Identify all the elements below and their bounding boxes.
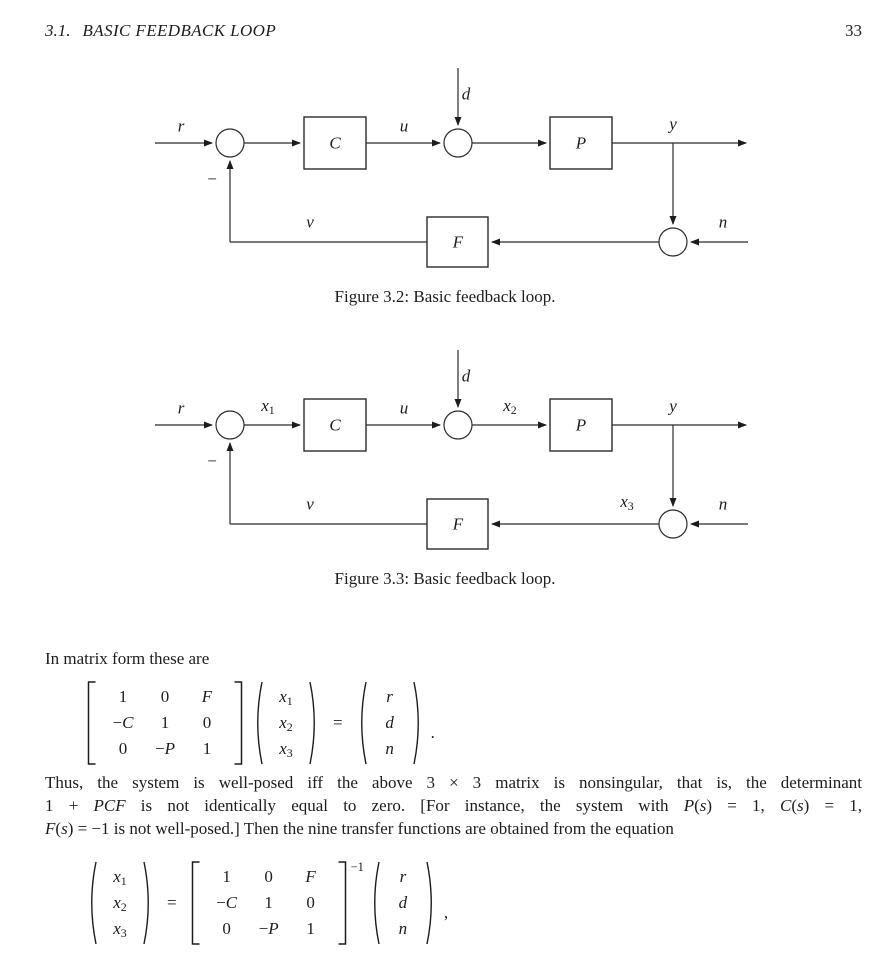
section-title: BASIC FEEDBACK LOOP bbox=[82, 21, 277, 40]
matrix-cell: 1 bbox=[160, 713, 170, 732]
vector-cell: n bbox=[398, 919, 408, 938]
matrix-cell: 0 bbox=[202, 713, 212, 732]
matrix-bracket-right bbox=[233, 680, 245, 766]
equals-sign: = bbox=[167, 893, 177, 912]
signal-label-u: u bbox=[399, 398, 409, 418]
vector-paren-left bbox=[368, 860, 381, 946]
matrix-cell: 1 bbox=[306, 919, 315, 938]
matrix-cell: −C bbox=[112, 713, 134, 732]
vector-cell: r bbox=[399, 867, 407, 886]
vector-paren-right bbox=[425, 860, 438, 946]
matrix-equation-2 bbox=[85, 857, 448, 949]
coefficient-matrix bbox=[206, 864, 332, 942]
matrix-cell: 0 bbox=[160, 687, 170, 706]
vector-cell: $x_2$ bbox=[279, 713, 293, 734]
signal-label-x3: $x_3$ bbox=[620, 492, 634, 514]
feedback-loop-drawing-1 bbox=[0, 60, 890, 286]
matrix-cell: −P bbox=[258, 919, 279, 938]
filter-block-label: F bbox=[452, 232, 464, 252]
vector-cell: $x_3$ bbox=[279, 739, 293, 760]
summing-junction-disturbance bbox=[444, 411, 472, 439]
section-number: 3.1. bbox=[45, 21, 71, 40]
vector-cell: $x_1$ bbox=[279, 687, 293, 708]
signal-label-y: y bbox=[669, 396, 677, 416]
signal-label-x2: $x_2$ bbox=[503, 396, 517, 418]
matrix-bracket-left bbox=[189, 860, 201, 946]
minus-sign-label: − bbox=[207, 169, 217, 189]
vector-paren-left bbox=[355, 680, 368, 766]
signal-label-y: y bbox=[669, 114, 677, 134]
signal-label-r: r bbox=[177, 116, 185, 136]
summing-junction-reference bbox=[216, 129, 244, 157]
signal-label-r: r bbox=[177, 398, 185, 418]
vector-paren-right bbox=[412, 680, 425, 766]
signal-label-d: d bbox=[461, 366, 471, 386]
vector-cell: d bbox=[398, 893, 408, 912]
vector-cell: $x_3$ bbox=[113, 919, 127, 940]
signal-label-n: n bbox=[718, 212, 728, 232]
paragraph-line: 1 + PCF is not identically equal to zero. [For instance, the system with P(s) = 1, C(s) = 1, bbox=[45, 796, 863, 815]
signal-label-v: v bbox=[306, 212, 314, 232]
matrix-cell: 1 bbox=[202, 739, 212, 758]
vector-paren-right bbox=[142, 860, 155, 946]
plant-block-label: P bbox=[575, 415, 587, 435]
signal-label-v: v bbox=[306, 494, 314, 514]
vector-paren-left bbox=[85, 860, 98, 946]
matrix-equation-1 bbox=[85, 677, 435, 769]
figure-3-3-caption: Figure 3.3: Basic feedback loop. bbox=[334, 569, 556, 588]
summing-junction-reference bbox=[216, 411, 244, 439]
equals-sign: = bbox=[333, 713, 343, 732]
page-header bbox=[45, 21, 862, 41]
matrix-inverse-exponent: −1 bbox=[350, 859, 364, 874]
vector-cell: d bbox=[385, 713, 394, 732]
plant-block-label: P bbox=[575, 133, 587, 153]
intro-text: In matrix form these are bbox=[45, 649, 210, 668]
signal-label-x1: $x_1$ bbox=[261, 396, 275, 418]
vector-cell: $x_2$ bbox=[113, 893, 127, 914]
paragraph-line: F(s) = −1 is not well-posed.] Then the nine transfer functions are obtained from the equation bbox=[45, 819, 674, 838]
figure-3-2-caption: Figure 3.2: Basic feedback loop. bbox=[334, 287, 556, 306]
figure-3-3-diagram bbox=[0, 342, 890, 568]
summing-junction-noise bbox=[659, 510, 687, 538]
feedback-loop-drawing-2 bbox=[0, 342, 890, 568]
matrix-cell: 0 bbox=[118, 739, 128, 758]
signal-label-u: u bbox=[399, 116, 409, 136]
vector-cell: r bbox=[386, 687, 393, 706]
state-vector bbox=[268, 684, 304, 762]
state-vector bbox=[102, 864, 138, 942]
controller-block-label: C bbox=[329, 415, 341, 435]
matrix-cell: F bbox=[305, 867, 316, 886]
matrix-cell: 0 bbox=[264, 867, 273, 886]
summing-junction-noise bbox=[659, 228, 687, 256]
matrix-cell: −P bbox=[155, 739, 175, 758]
summing-junction-disturbance bbox=[444, 129, 472, 157]
matrix-cell: 1 bbox=[222, 867, 231, 886]
figure-3-2-diagram bbox=[0, 60, 890, 286]
minus-sign-label: − bbox=[207, 451, 217, 471]
filter-block-label: F bbox=[452, 514, 464, 534]
vector-paren-left bbox=[251, 680, 264, 766]
header-left bbox=[45, 21, 276, 41]
matrix-cell: −C bbox=[216, 893, 238, 912]
vector-cell: $x_1$ bbox=[113, 867, 127, 888]
input-vector bbox=[372, 684, 408, 762]
controller-block-label: C bbox=[329, 133, 341, 153]
page-number: 33 bbox=[845, 21, 862, 40]
input-vector bbox=[385, 864, 421, 942]
matrix-cell: F bbox=[201, 687, 213, 706]
matrix-bracket-right bbox=[337, 860, 349, 946]
matrix-bracket-left bbox=[85, 680, 97, 766]
equation-punctuation: , bbox=[443, 903, 449, 922]
vector-cell: n bbox=[385, 739, 394, 758]
matrix-cell: 1 bbox=[118, 687, 128, 706]
coefficient-matrix bbox=[102, 684, 228, 762]
matrix-cell: 0 bbox=[306, 893, 315, 912]
matrix-cell: 0 bbox=[222, 919, 231, 938]
signal-label-d: d bbox=[461, 84, 471, 104]
paragraph-line: Thus, the system is well-posed iff the above 3 × 3 matrix is nonsingular, that is, the determinant bbox=[45, 773, 862, 792]
signal-label-n: n bbox=[718, 494, 728, 514]
matrix-cell: 1 bbox=[264, 893, 273, 912]
vector-paren-right bbox=[308, 680, 321, 766]
equation-punctuation: . bbox=[430, 723, 435, 742]
body-paragraph bbox=[45, 771, 862, 840]
